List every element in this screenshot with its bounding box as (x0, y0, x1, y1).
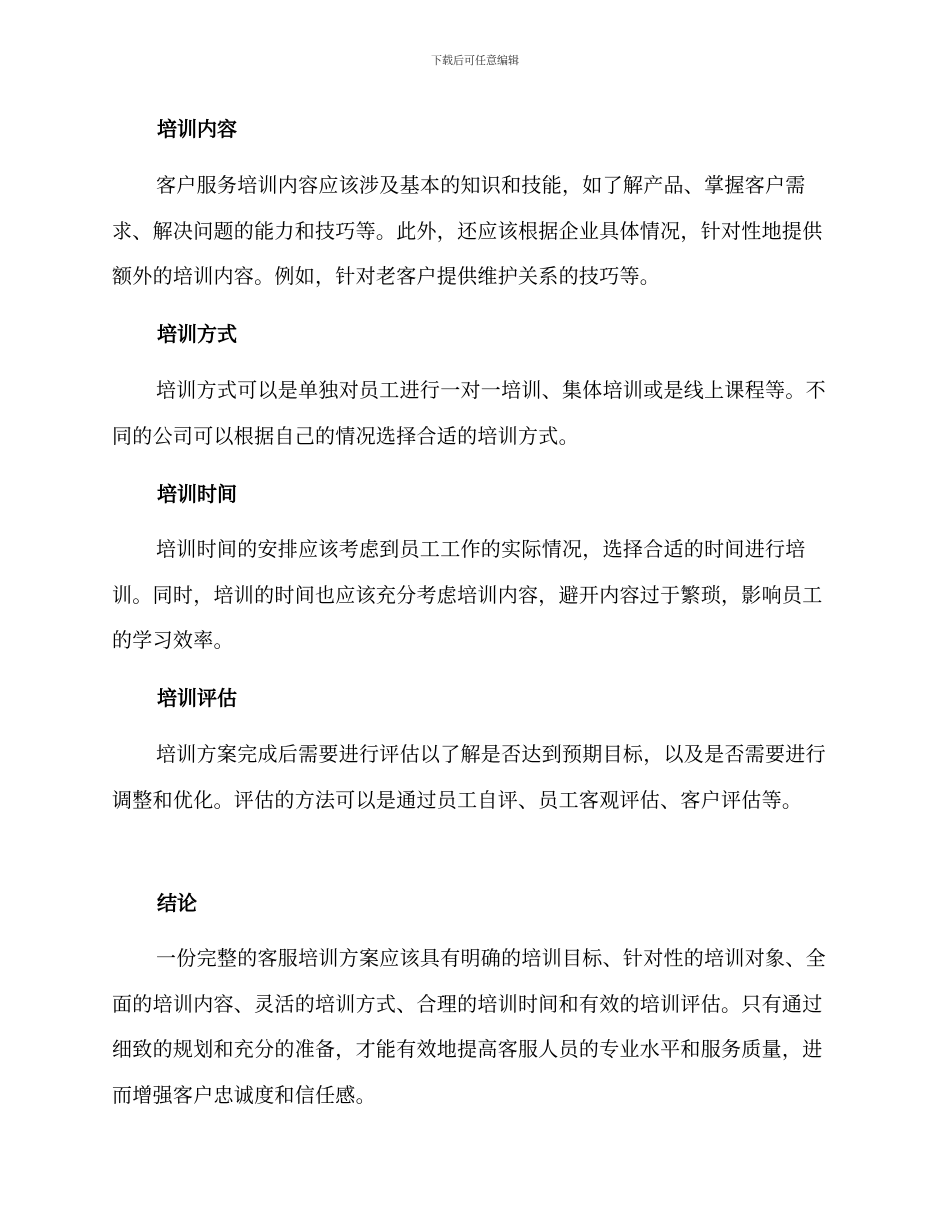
section-heading-conclusion: 结论 (157, 891, 197, 915)
section-body-training-evaluation: 培训方案完成后需要进行评估以了解是否达到预期目标，以及是否需要进行调整和优化。评估的方法可以是通过员工自评、员工客观评估、客户评估等。 (112, 742, 826, 812)
section-heading-training-content: 培训内容 (157, 117, 237, 141)
section-heading-training-time: 培训时间 (157, 482, 237, 506)
section-body-training-method: 培训方式可以是单独对员工进行一对一培训、集体培训或是线上课程等。不同的公司可以根据自己的情况选择合适的培训方式。 (112, 378, 826, 448)
section-body-training-content: 客户服务培训内容应该涉及基本的知识和技能，如了解产品、掌握客户需求、解决问题的能力和技巧等。此外，还应该根据企业具体情况，针对性地提供额外的培训内容。例如，针对老客户提供维护关系的技巧等。 (112, 173, 823, 288)
section-heading-training-evaluation: 培训评估 (157, 686, 237, 710)
page-header-note: 下载后可任意编辑 (431, 54, 519, 67)
section-body-conclusion: 一份完整的客服培训方案应该具有明确的培训目标、针对性的培训对象、全面的培训内容、灵活的培训方式、合理的培训时间和有效的培训评估。只有通过细致的规划和充分的准备，才能有效地提高客服人员的专业水平和服务质量，进而增强客户忠诚度和信任感。 (112, 946, 826, 1107)
section-body-training-time: 培训时间的安排应该考虑到员工工作的实际情况，选择合适的时间进行培训。同时，培训的时间也应该充分考虑培训内容，避开内容过于繁琐，影响员工的学习效率。 (112, 537, 823, 652)
section-heading-training-method: 培训方式 (157, 322, 237, 346)
